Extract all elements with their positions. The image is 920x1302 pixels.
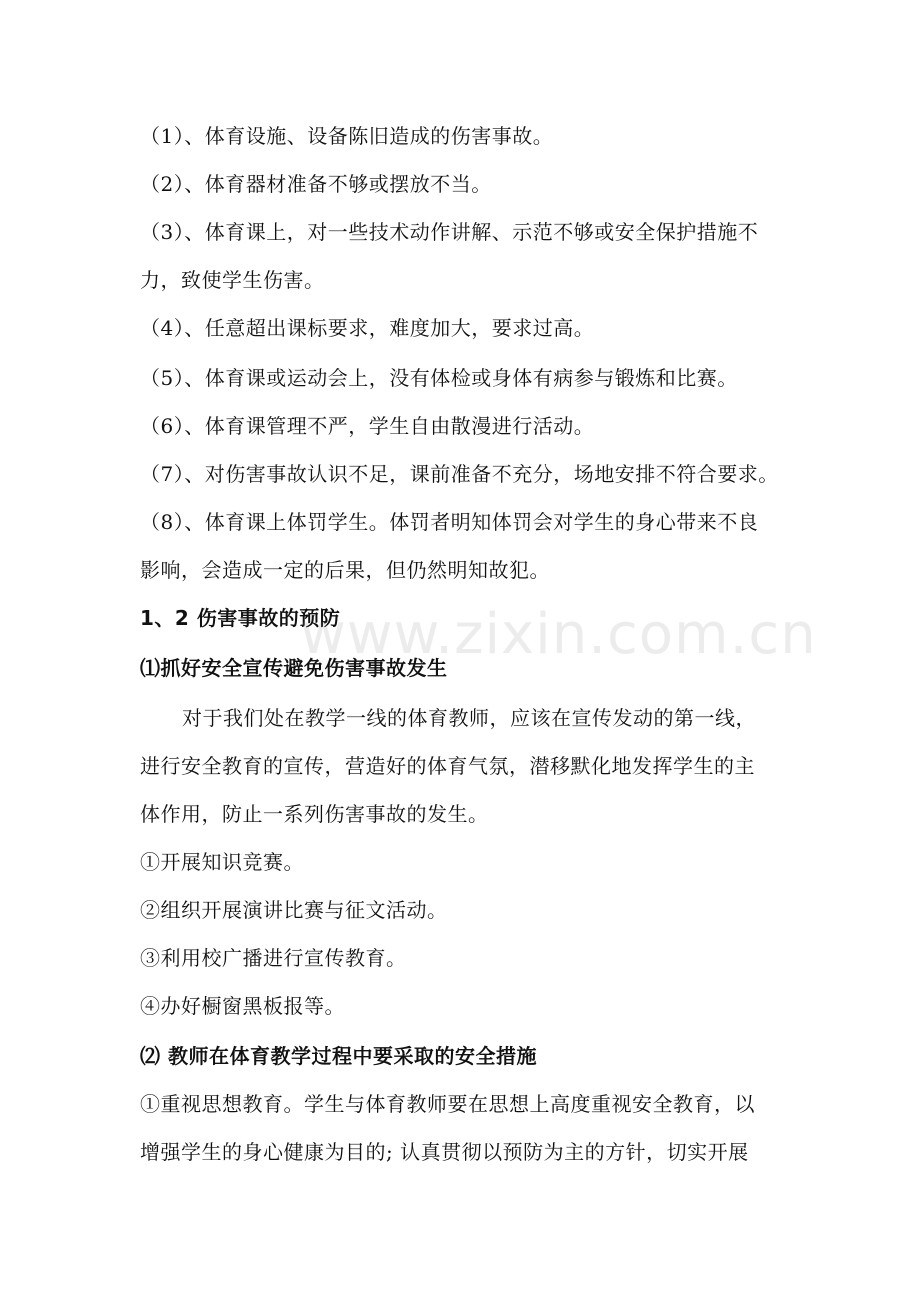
- list-item-3: （3）、体育课上，对一些技术动作讲解、示范不够或安全保护措施不: [140, 220, 759, 244]
- list-item-5: （5）、体育课或运动会上，没有体检或身体有病参与锻炼和比赛。: [140, 366, 738, 390]
- list-item-8: （8）、体育课上体罚学生。体罚者明知体罚会对学生的身心带来不良: [140, 510, 759, 534]
- bullet-item-1: ①开展知识竞赛。: [140, 850, 304, 874]
- list-item-8-continued: 影响，会造成一定的后果，但仍然明知故犯。: [140, 558, 550, 582]
- sub-heading-safety-measures: ⑵ 教师在体育教学过程中要采取的安全措施: [140, 1044, 537, 1068]
- list-item-4: （4）、任意超出课标要求，难度加大，要求过高。: [140, 316, 595, 340]
- paragraph-line: 对于我们处在教学一线的体育教师，应该在宣传发动的第一线，: [182, 706, 756, 730]
- paragraph-line: ①重视思想教育。学生与体育教师要在思想上高度重视安全教育，以: [140, 1092, 755, 1116]
- list-item-2: （2）、体育器材准备不够或摆放不当。: [140, 172, 492, 196]
- list-item-6: （6）、体育课管理不严，学生自由散漫进行活动。: [140, 414, 595, 438]
- bullet-item-4: ④办好橱窗黑板报等。: [140, 994, 345, 1018]
- bullet-item-2: ②组织开展演讲比赛与征文活动。: [140, 898, 448, 922]
- list-item-1: （1）、体育设施、设备陈旧造成的伤害事故。: [140, 124, 554, 148]
- paragraph-line: 增强学生的身心健康为目的; 认真贯彻以预防为主的方针，切实开展: [140, 1140, 749, 1164]
- sub-heading-publicity: ⑴抓好安全宣传避免伤害事故发生: [140, 656, 448, 680]
- list-item-7: （7）、对伤害事故认识不足，课前准备不充分，场地安排不符合要求。: [140, 462, 779, 486]
- paragraph-line: 进行安全教育的宣传，营造好的体育气氛，潜移默化地发挥学生的主: [140, 754, 755, 778]
- paragraph-line: 体作用，防止一系列伤害事故的发生。: [140, 802, 489, 826]
- watermark: www.zixin.com.cn: [300, 602, 817, 667]
- section-heading: 1、2 伤害事故的预防: [140, 606, 341, 630]
- bullet-item-3: ③利用校广播进行宣传教育。: [140, 946, 407, 970]
- list-item-3-continued: 力，致使学生伤害。: [140, 268, 325, 292]
